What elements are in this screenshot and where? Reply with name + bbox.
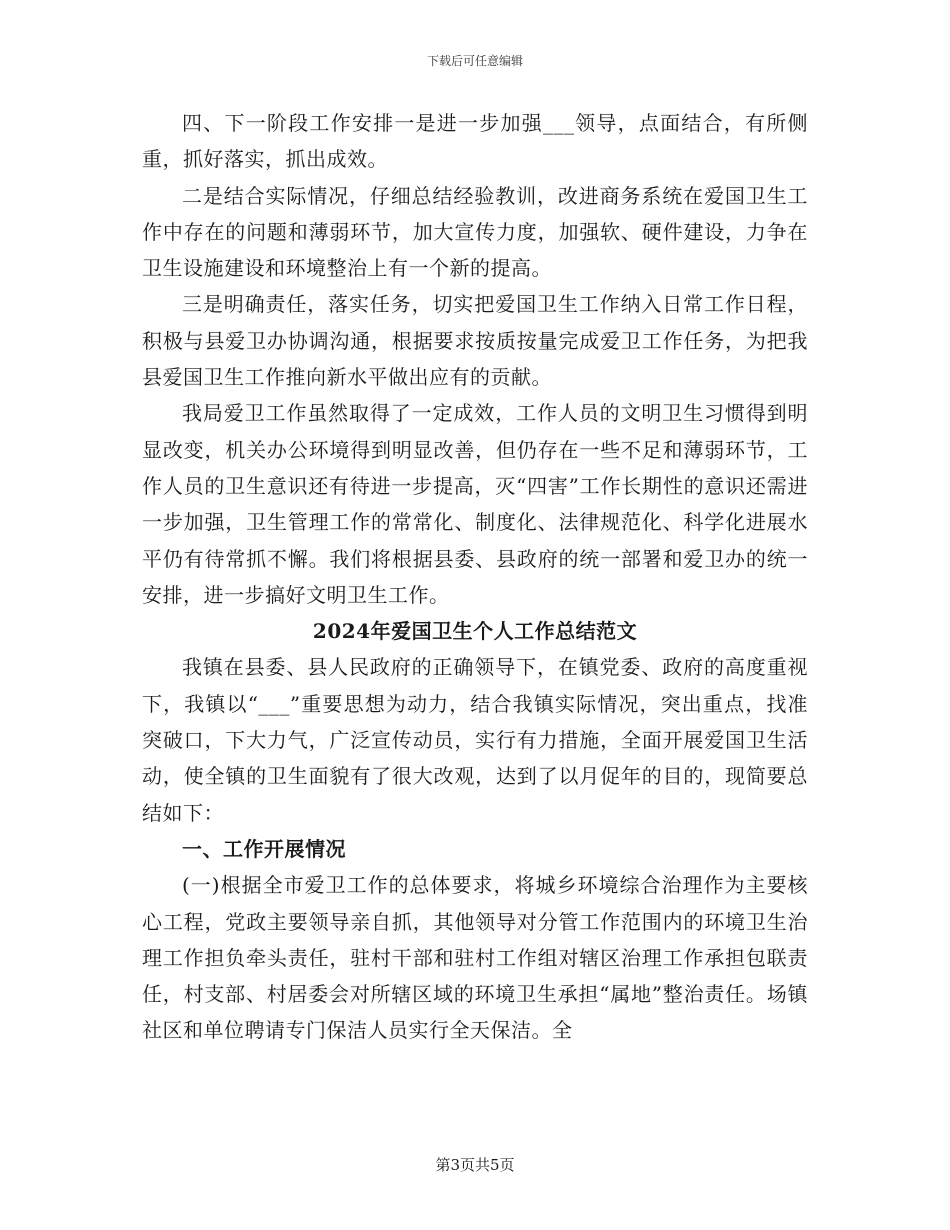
paragraph-summary: 我局爱卫工作虽然取得了一定成效，工作人员的文明卫生习惯得到明显改变，机关办公环境得到明显改善，但仍存在一些不足和薄弱环节，工作人员的卫生意识还有待进一步提高，灭“四害”工作长期性的意识还需进一步加强，卫生管理工作的常常化、制度化、法律规范化、科学化进展水平仍有待常抓不懈。我们将根据县委、县政府的统一部署和爱卫办的统一安排，进一步搞好文明卫生工作。 [142,401,808,607]
paragraph-section-one: (一)根据全市爱卫工作的总体要求，将城乡环境综合治理作为主要核心工程，党政主要领导亲自抓，其他领导对分管工作范围内的环境卫生治理工作担负牵头责任，驻村干部和驻村工作组对辖区治理工作承担包联责任，村支部、村居委会对所辖区域的环境卫生承担“属地”整治责任。场镇社区和单位聘请专门保洁人员实行全天保洁。全 [142,873,808,1043]
section-heading: 一、工作开展情况 [182,836,346,861]
paragraph-intro: 我镇在县委、县人民政府的正确领导下，在镇党委、政府的高度重视下，我镇以“___”重要思想为动力，结合我镇实际情况，突出重点，找准突破口，下大力气，广泛宣传动员，实行有力措施，全面开展爱国卫生活动，使全镇的卫生面貌有了很大改观，达到了以月促年的目的，现简要总结如下： [142,655,808,825]
page-header-note: 下载后可任意编辑 [426,54,523,68]
paragraph-second-point: 二是结合实际情况，仔细总结经验教训，改进商务系统在爱国卫生工作中存在的问题和薄弱环节，加大宣传力度，加强软、硬件建设，力争在卫生设施建设和环境整治上有一个新的提高。 [142,183,808,281]
paragraph-next-stage-plan: 四、下一阶段工作安排一是进一步加强___领导，点面结合，有所侧重，抓好落实，抓出成效。 [142,111,808,172]
page-number: 第3页共5页 [435,1156,515,1174]
document-title: 2024年爱国卫生个人工作总结范文 [312,619,638,644]
document-body [142,105,808,1049]
paragraph-third-point: 三是明确责任，落实任务，切实把爱国卫生工作纳入日常工作日程，积极与县爱卫办协调沟通，根据要求按质按量完成爱卫工作任务，为把我县爱国卫生工作推向新水平做出应有的贡献。 [142,292,808,390]
